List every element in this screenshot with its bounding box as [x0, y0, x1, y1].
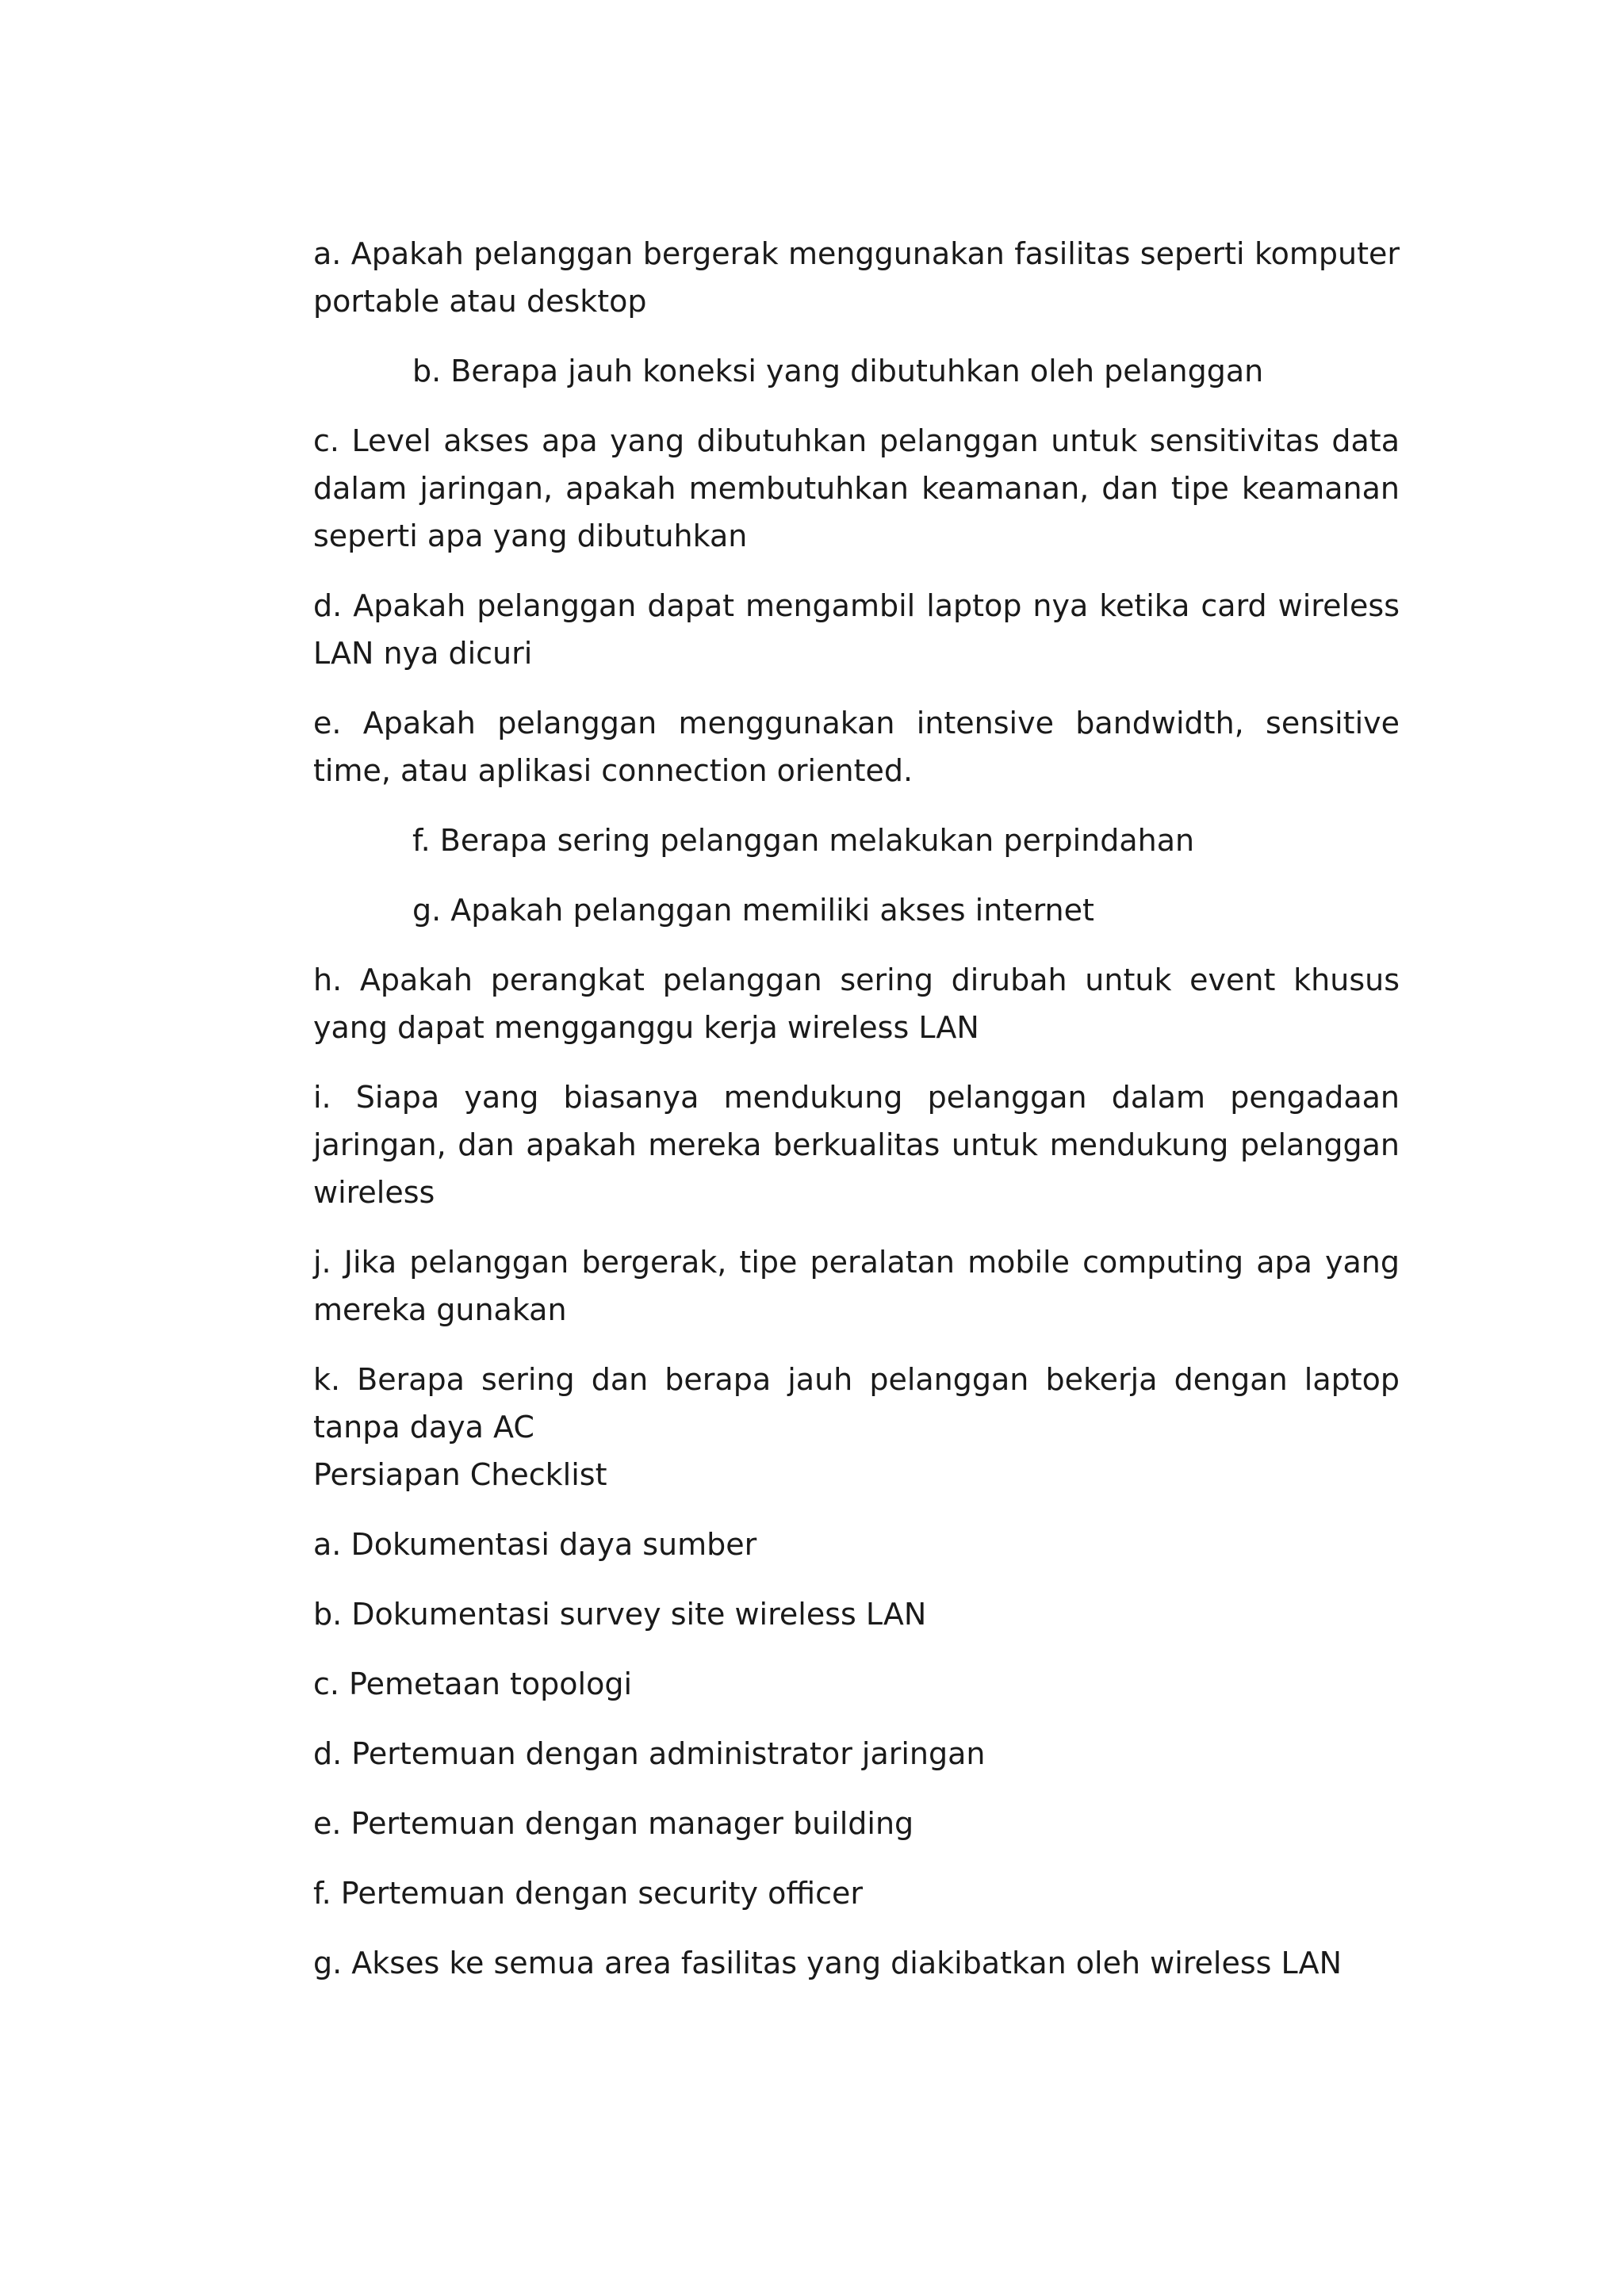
question-h: h. Apakah perangkat pelanggan sering dirubah untuk event khusus yang dapat mengganggu kerja wireless LAN — [313, 962, 1400, 1045]
checklist-item: g. Akses ke semua area fasilitas yang diakibatkan oleh wireless LAN — [313, 1946, 1342, 1980]
question-g: g. Apakah pelanggan memiliki akses internet — [412, 893, 1094, 928]
question-f: f. Berapa sering pelanggan melakukan perpindahan — [412, 823, 1195, 858]
text-body — [313, 230, 1400, 1987]
checklist-item: d. Pertemuan dengan administrator jaringan — [313, 1736, 986, 1771]
question-k: k. Berapa sering dan berapa jauh pelanggan bekerja dengan laptop tanpa daya AC — [313, 1362, 1400, 1445]
question-i: i. Siapa yang biasanya mendukung pelanggan dalam pengadaan jaringan, dan apakah mereka berkualitas untuk mendukung pelanggan wireless — [313, 1080, 1400, 1210]
question-e: e. Apakah pelanggan menggunakan intensive bandwidth, sensitive time, atau aplikasi connection oriented. — [313, 706, 1400, 788]
question-d: d. Apakah pelanggan dapat mengambil laptop nya ketika card wireless LAN nya dicuri — [313, 588, 1400, 671]
checklist-item: b. Dokumentasi survey site wireless LAN — [313, 1597, 927, 1632]
question-c: c. Level akses apa yang dibutuhkan pelanggan untuk sensitivitas data dalam jaringan, apakah membutuhkan keamanan, dan tipe keamanan seperti apa yang dibutuhkan — [313, 423, 1400, 553]
question-b: b. Berapa jauh koneksi yang dibutuhkan oleh pelanggan — [412, 354, 1264, 388]
checklist-item: a. Dokumentasi daya sumber — [313, 1527, 757, 1562]
question-a: a. Apakah pelanggan bergerak menggunakan fasilitas seperti komputer portable atau desktop — [313, 236, 1400, 319]
checklist-heading: Persiapan Checklist — [313, 1457, 607, 1492]
checklist-item: f. Pertemuan dengan security officer — [313, 1876, 863, 1911]
question-j: j. Jika pelanggan bergerak, tipe peralatan mobile computing apa yang mereka gunakan — [313, 1245, 1400, 1327]
checklist-item: e. Pertemuan dengan manager building — [313, 1806, 914, 1841]
checklist-item: c. Pemetaan topologi — [313, 1667, 633, 1701]
